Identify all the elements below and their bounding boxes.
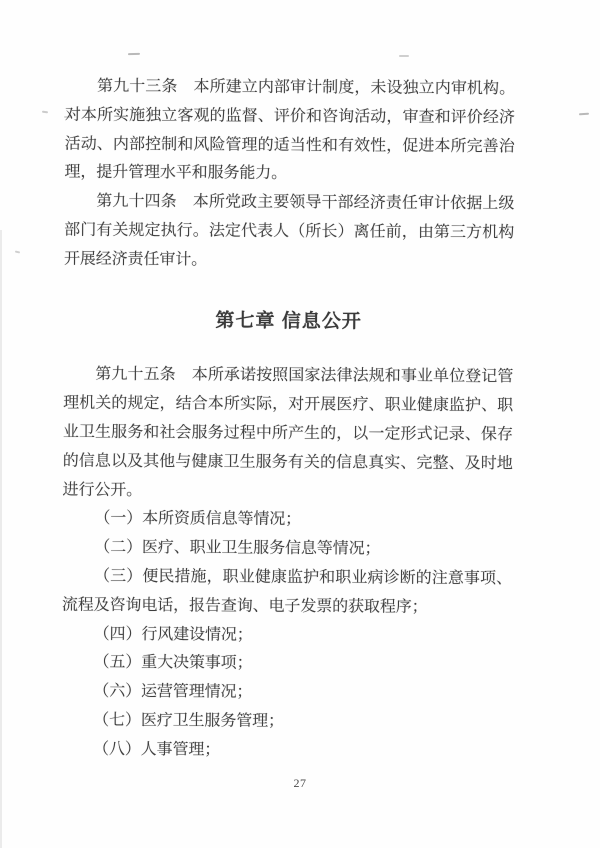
disclosure-item-3: （三）便民措施，职业健康监护和职业病诊断的注意事项、流程及咨询电话，报告查询、电子发票的获取程序；: [61, 567, 513, 616]
article-95-paragraph: 第九十五条 本所承诺按照国家法律法规和事业单位登记管理机关的规定，结合本所实际，对开展医疗、职业健康监护、职业卫生服务和社会服务过程中所产生的，以一定形式记录、保存的信息以及其他与健康卫生服务有关的信息真实、完整、及时地进行公开。: [62, 366, 514, 499]
article-94-paragraph: 第九十四条 本所党政主要领导干部经济责任审计依据上级部门有关规定执行。法定代表人（所长）离任前，由第三方机构开展经济责任审计。: [63, 193, 515, 269]
page-number: 27: [293, 776, 307, 790]
disclosure-item-7: （七）医疗卫生服务管理；: [93, 711, 285, 730]
scan-mark: [128, 53, 140, 55]
scan-edge-shadow: [0, 230, 2, 848]
disclosure-item-5: （五）重大决策事项；: [93, 654, 253, 673]
scan-mark: [399, 55, 409, 57]
disclosure-item-1: （一）本所资质信息等情况；: [94, 510, 302, 529]
scan-mark: [579, 113, 589, 116]
article-93-paragraph: 第九十三条 本所建立内部审计制度，未设独立内审机构。对本所实施独立客观的监督、评价和咨询活动，审查和评价经济活动、内部控制和风险管理的适当性和有效性，促进本所完善治理，提升管理水平和服务能力。: [64, 77, 516, 183]
chapter-heading: 第七章 信息公开: [215, 310, 362, 333]
disclosure-item-6: （六）运营管理情况；: [93, 682, 253, 701]
scan-mark: [42, 111, 48, 114]
scan-mark: [15, 251, 20, 254]
disclosure-item-2: （二）医疗、职业卫生服务信息等情况；: [94, 538, 381, 558]
disclosure-items-list: [61, 505, 513, 767]
disclosure-item-4: （四）行风建设情况；: [93, 625, 253, 644]
disclosure-item-8: （八）人事管理；: [92, 740, 221, 759]
document-body: [61, 73, 515, 767]
